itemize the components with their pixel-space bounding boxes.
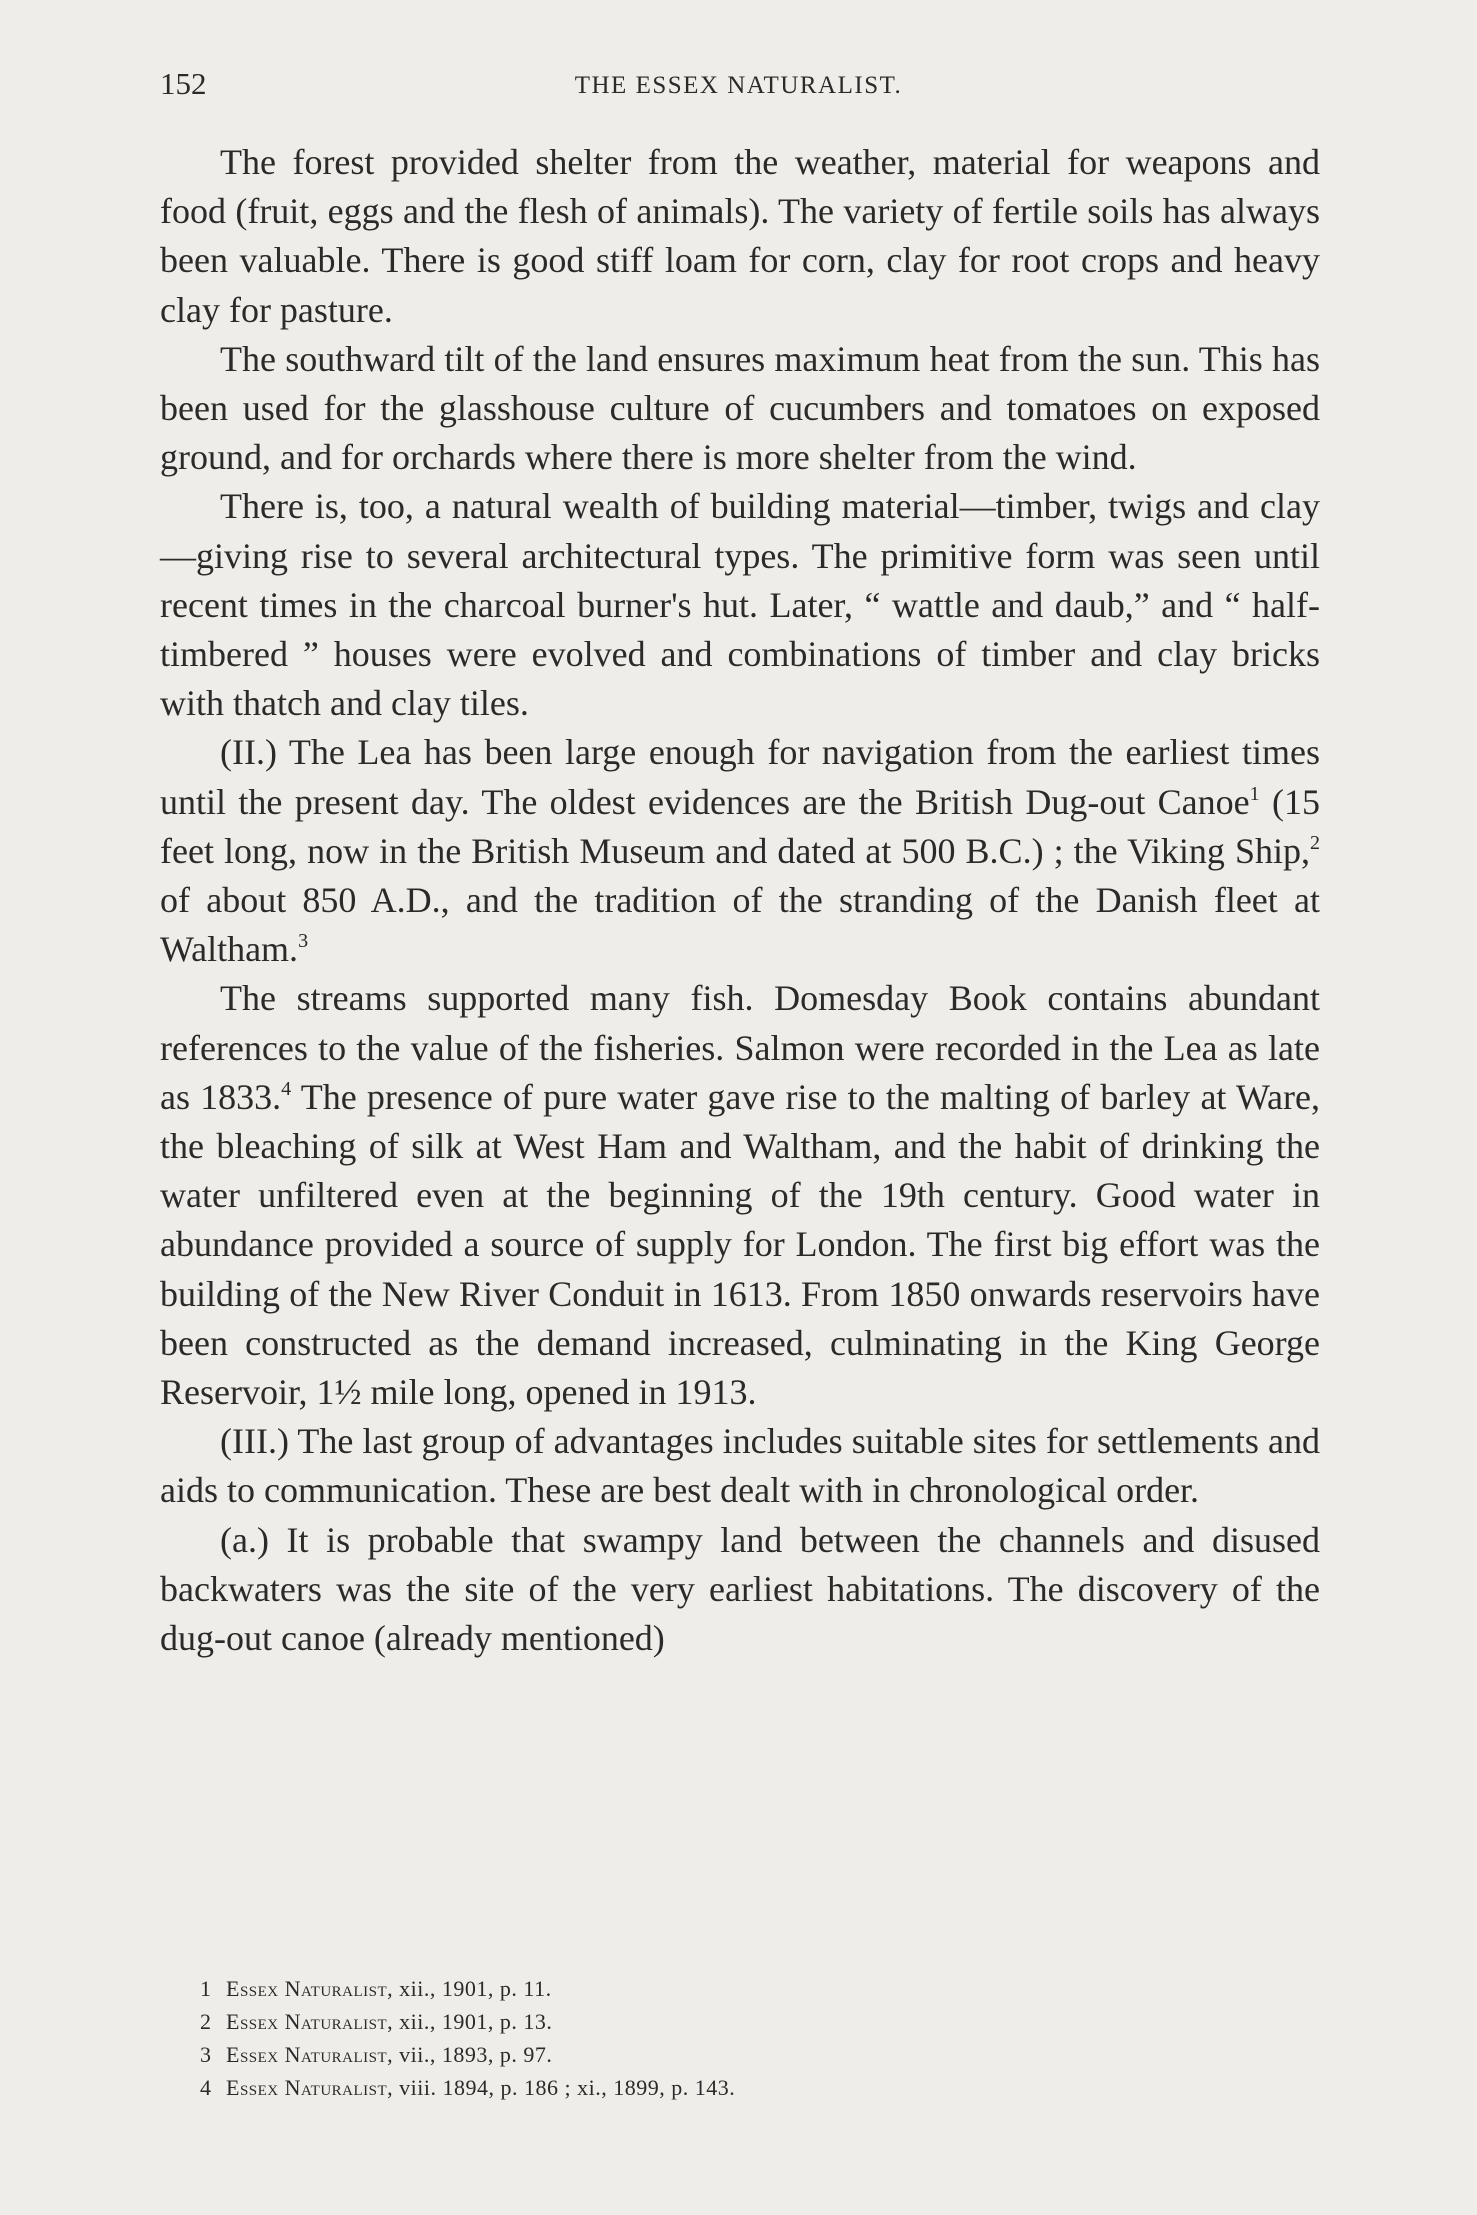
footnote-ref-3: 3	[298, 930, 309, 953]
footnotes	[200, 1972, 1300, 2104]
footnote-journal: Essex Naturalist	[226, 2075, 388, 2100]
footnote-1	[200, 1972, 1300, 2005]
footnote-journal: Essex Naturalist	[226, 2042, 388, 2067]
footnote-detail: , viii. 1894, p. 186 ; xi., 1899, p. 143.	[387, 2075, 736, 2100]
footnote-ref-1: 1	[1249, 782, 1260, 805]
footnote-2	[200, 2005, 1300, 2038]
footnote-number: 2	[200, 2009, 212, 2034]
journal-title: THE ESSEX NATURALIST.	[574, 72, 903, 99]
paragraph-settlements: (III.) The last group of advantages includes suitable sites for settlements and aids to communication. These are best dealt with in chronological order.	[160, 1421, 1320, 1511]
paragraph-swampy-land: (a.) It is probable that swampy land between the channels and disused backwaters was the site of the very earliest habitations. The discovery of the dug-out canoe (already mentioned)	[160, 1519, 1320, 1659]
running-head	[160, 66, 1317, 106]
footnote-journal: Essex Naturalist	[226, 1976, 388, 2001]
page-number: 152	[160, 66, 207, 101]
footnote-number: 4	[200, 2075, 212, 2100]
body-text	[160, 138, 1320, 1663]
footnote-3	[200, 2038, 1300, 2071]
footnote-4	[200, 2071, 1300, 2104]
footnote-number: 1	[200, 1976, 212, 2001]
paragraph-text: The presence of pure water gave rise to the malting of barley at Ware, the bleaching of silk at West Ham and Waltham, and the habit of drinking the water unfiltered even at the beginning of the 19th century. Good water in abundance provided a source of supply for London. The first big effort was the building of the New River Conduit in 1613. From 1850 onwards reservoirs have been constructed as the demand increased, culminating in the King George Reservoir, 1½ mile long, opened in 1913.	[160, 1076, 1320, 1413]
paragraph-text: (15 feet long, now in the British Museum and dated at 500 B.C.) ; the Viking Ship,	[160, 781, 1321, 871]
footnote-detail: , xii., 1901, p. 11.	[387, 1976, 552, 2001]
footnote-journal: Essex Naturalist	[226, 2009, 388, 2034]
paragraph-southward-tilt: The southward tilt of the land ensures maximum heat from the sun. This has been used for the glasshouse culture of cucumbers and tomatoes on exposed ground, and for orchards where there is more shelter from the wind.	[160, 338, 1320, 478]
paragraph-navigation	[160, 728, 1320, 974]
footnote-ref-4: 4	[281, 1077, 292, 1100]
paragraph-text: The streams supported many fish. Domesday Book contains abundant references to the value of the fisheries. Salmon were recorded in the Lea as late as 1833.	[160, 978, 1320, 1117]
paragraph-streams	[160, 974, 1320, 1417]
footnote-ref-2: 2	[1310, 831, 1320, 854]
footnote-detail: , vii., 1893, p. 97.	[387, 2042, 553, 2067]
paragraph-building-material: There is, too, a natural wealth of building material—timber, twigs and clay—giving rise to several architectural types. The primitive form was seen until recent times in the charcoal burner's hut. Later, “ wattle and daub,” and “ half-timbered ” houses were evolved and combinations of timber and clay bricks with thatch and clay tiles.	[160, 486, 1320, 724]
footnote-detail: , xii., 1901, p. 13.	[387, 2009, 553, 2034]
paragraph-text: of about 850 A.D., and the tradition of the stranding of the Danish fleet at Waltham.	[160, 880, 1320, 970]
paragraph-forest: The forest provided shelter from the weather, material for weapons and food (fruit, eggs and the flesh of animals). The variety of fertile soils has always been valuable. There is good stiff loam for corn, clay for root crops and heavy clay for pasture.	[160, 142, 1320, 330]
paragraph-text: (II.) The Lea has been large enough for navigation from the earliest times until the present day. The oldest evidences are the British Dug-out Canoe	[160, 732, 1320, 822]
footnote-number: 3	[200, 2042, 212, 2067]
